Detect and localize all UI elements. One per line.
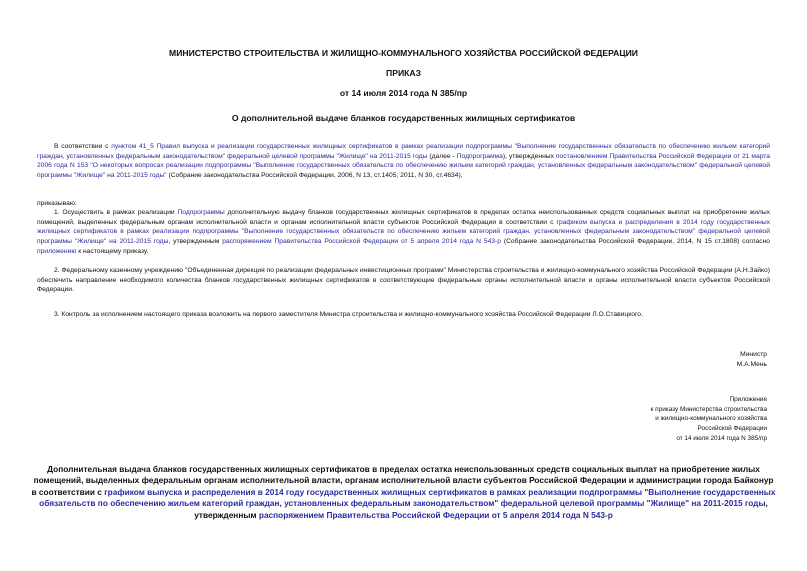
link-rules[interactable]: Правил выпуска и реализации государственных жилищных сертификатов в рамках реализации подпрограммы "Выполнение государственных обязательств по обеспечению жильем категорий граждан, установленных федеральным законодательством" федеральной целевой программы "Жилище" на 2011-2015 годы (37, 143, 771, 160)
link-subprogram[interactable]: Подпрограмма (456, 152, 503, 160)
link-government-decree[interactable]: постановлением Правительства Российской Федерации от 21 марта 2006 года N 153 "О некоторых вопросах реализации подпрограммы "Выполнение государственных обязательств по обеспечению жильем категорий граждан, установленных федеральным законодательством" федеральной целевой программы "Жилище" на 2011-2015 годы" (37, 152, 770, 180)
order-word: приказываю: (37, 200, 77, 207)
appendix-title-text-1: Дополнительная выдача бланков государственных жилищных сертификатов в пределах остатка неиспользованных средств социальных выплат на приобретение жилых помещений, выделенных федеральным органам исполнительной власти, органам исполнительной власти субъектов Российской Федерации и администрации города Байконур в соответствии с (31, 464, 774, 497)
item1-text-1: 1. Осуществить в рамках реализации (54, 209, 178, 216)
link-government-order[interactable]: распоряжением Правительства Российской Федерации от 5 апреля 2014 года N 543-р (222, 238, 501, 246)
signature-name: М.А.Мень (736, 361, 767, 368)
item1-text-4: (Собрание законодательства Российской Федерации, 2014, N 15 ст.1808) согласно (500, 238, 770, 246)
link-subprogram-2[interactable]: Подпрограммы (177, 209, 225, 216)
appendix-title (30, 464, 777, 521)
item-2-paragraph: 2. Федеральному казенному учреждению "Объединенная дирекция по реализации федеральных инвестиционных программ" Министерства строительства и жилищно-коммунального хозяйства Российской Федерации (А.Н.Зайко) обеспечить направление необходимого количества бланков государственных жилищных сертификатов в соответствующие федеральные органы исполнительной власти и органы исполнительной власти субъектов Российской Федерации. (37, 267, 770, 294)
link-schedule[interactable]: графиком выпуска и распределения в 2014 году государственных жилищных сертификатов в рамках реализации подпрограммы "Выполнение государственных обязательств по обеспечению жильем категорий граждан, установленных федеральным законодательством" федеральной целевой программы "Жилище" на 2011-2015 годы (37, 218, 770, 246)
item1-text-2: дополнительную выдачу бланков государственных жилищных сертификатов в пределах остатка неиспользованных средств социальных выплат на приобретение жилых помещений, выделенных федеральным органам исполнительной власти и органам исполнительной власти субъектов Российской Федерации в соответствии с (37, 209, 770, 226)
preamble-text-3: (далее - (427, 152, 457, 160)
preamble-text-4: ), утвержденных (502, 152, 556, 160)
appendix-header (651, 395, 767, 444)
link-clause-41-5[interactable]: пунктом 41_5 (111, 143, 154, 150)
item1-text-5: к настоящему приказу. (76, 247, 149, 255)
link-schedule-2[interactable]: графиком выпуска и распределения в 2014 году государственных жилищных сертификатов в рамках реализации подпрограммы "Выполнение государственных обязательств по обеспечению жильем категорий граждан, установленных федеральным законодательством" федеральной целевой программы "Жилище" на 2011-2015 годы (39, 486, 776, 509)
item1-text-3: , утвержденным (168, 238, 223, 246)
appendix-line-1: Приложение (729, 396, 767, 403)
appendix-title-text-2: , утвержденным (194, 498, 768, 520)
signature-block (737, 350, 767, 370)
ministry-heading: МИНИСТЕРСТВО СТРОИТЕЛЬСТВА И ЖИЛИЩНО-КОММУНАЛЬНОГО ХОЗЯЙСТВА РОССИЙСКОЙ ФЕДЕРАЦИИ (169, 48, 638, 58)
preamble-text-1: В соответствии с (54, 143, 112, 150)
link-appendix[interactable]: приложению (37, 247, 77, 255)
doc-type: ПРИКАЗ (386, 68, 421, 78)
item-1-paragraph (37, 208, 770, 257)
preamble-text-5: (Собрание законодательства Российской Федерации, 2006, N 13, ст.1405; 2011, N 30, ст.4634), (166, 172, 463, 180)
doc-title: О дополнительной выдаче бланков государственных жилищных сертификатов (231, 113, 576, 123)
appendix-line-5: от 14 июля 2014 года N 385/пр (676, 434, 767, 442)
appendix-line-4: Российской Федерации (697, 425, 767, 433)
signature-position: Министр (740, 351, 767, 358)
appendix-line-3: и жилищно-коммунального хозяйства (655, 415, 767, 423)
doc-date-number: от 14 июля 2014 года N 385/пр (339, 88, 468, 98)
appendix-line-2: к приказу Министерства строительства (650, 405, 767, 413)
preamble-paragraph (37, 142, 770, 181)
item-3-paragraph: 3. Контроль за исполнением настоящего приказа возложить на первого заместителя Министра строительства и жилищно-коммунального хозяйства Российской Федерации Л.О.Ставицкого. (54, 311, 643, 318)
link-government-order-2[interactable]: распоряжением Правительства Российской Федерации от 5 апреля 2014 года N 543-р (258, 509, 613, 520)
